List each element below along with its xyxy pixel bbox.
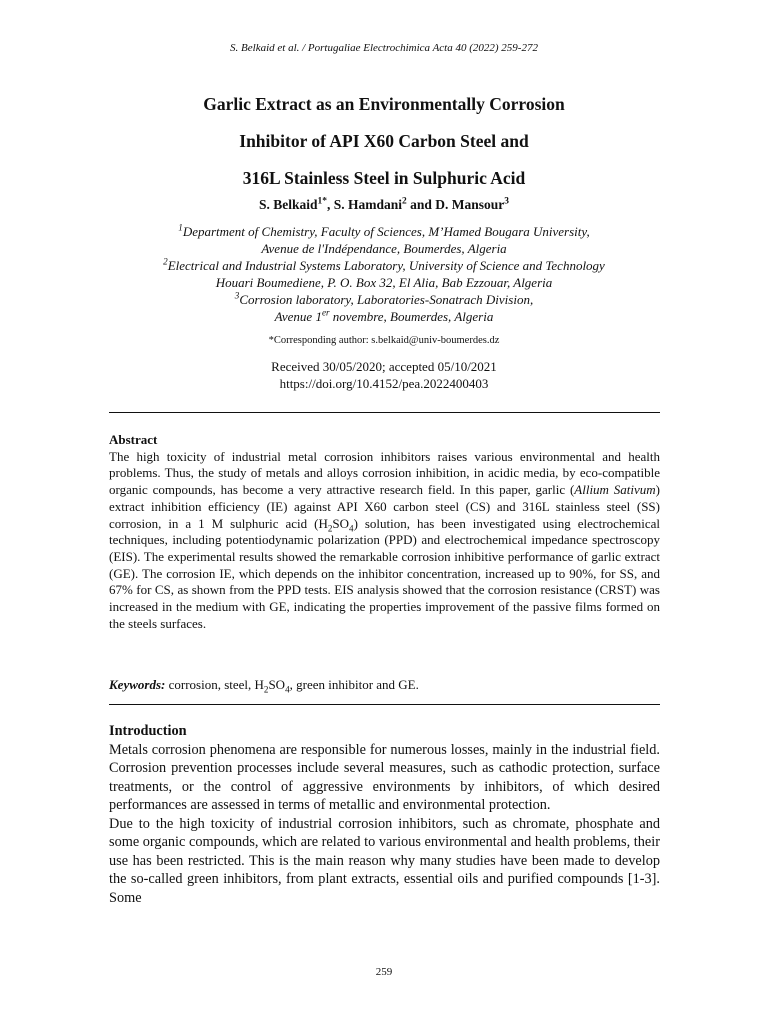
author-2: S. Hamdani	[333, 197, 402, 212]
author-separator: ,	[326, 197, 334, 212]
running-header: S. Belkaid et al. / Portugaliae Electrochimica Acta 40 (2022) 259-272	[230, 42, 538, 54]
keywords-label: Keywords:	[109, 677, 166, 692]
keywords	[109, 677, 660, 693]
author-1: S. Belkaid	[259, 197, 318, 212]
author-separator: and	[406, 197, 436, 212]
divider-top	[109, 412, 660, 413]
author-1-affil: 1*	[317, 196, 327, 207]
affiliation-marker: 3	[234, 290, 240, 301]
abstract-text	[109, 449, 660, 633]
affiliation-marker: 1	[178, 222, 183, 233]
affiliation-text: novembre, Boumerdes, Algeria	[329, 309, 494, 324]
dates-and-doi	[80, 358, 688, 392]
received-dates: Received 30/05/2020; accepted 05/10/2021	[271, 359, 497, 374]
title-line-3: 316L Stainless Steel in Sulphuric Acid	[242, 168, 526, 188]
page-number: 259	[375, 966, 393, 978]
author-2-affil: 2	[402, 196, 407, 207]
abstract-section	[109, 432, 660, 632]
introduction-section	[109, 722, 660, 907]
keywords-text: SO	[268, 677, 286, 692]
keywords-text: , green inhibitor and GE.	[289, 677, 419, 692]
affiliation-line: Avenue de l'Indépendance, Boumerdes, Algeria	[261, 241, 507, 256]
affiliation-1	[80, 223, 688, 240]
abstract-text-part: SO	[332, 515, 350, 531]
subscript: 4	[285, 684, 290, 695]
title-line-2: Inhibitor of API X60 Carbon Steel and	[239, 131, 529, 151]
subscript: 2	[327, 523, 333, 534]
affiliation-text: Avenue 1	[274, 309, 322, 324]
introduction-heading: Introduction	[109, 723, 187, 739]
abstract-text-part: ) solution, has been investigated using electrochemical techniques, including potentiodynamic polarization (PPD) and electrochemical impedance spectroscopy (EIS). The experimental results showed the remarkable corrosion inhibitive performance of garlic extract (GE). The corrosion IE, which depends on the inhibitor concentration, increased up to 90%, for SS, and 67% for CS, as shown from the PPD tests. EIS analysis showed that the corrosion resistance (CRST) was increased in the medium with GE, indicating the properties improvement of the passive films formed on the steels surfaces.	[109, 515, 660, 631]
divider-bottom	[109, 704, 660, 705]
affiliation-line	[80, 308, 688, 325]
abstract-text-part: ) extract inhibition efficiency (IE) against API X60 carbon steel (CS) and 316L stainless steel (SS) corrosion, in a 1 M sulphuric acid (H	[109, 482, 661, 531]
keywords-text: corrosion, steel, H	[165, 677, 264, 692]
subscript: 4	[349, 523, 354, 534]
introduction-paragraph-1: Metals corrosion phenomena are responsible for numerous losses, mainly in the industrial field. Corrosion prevention processes include several measures, such as cathodic protection, surface treatments, or the control of aggressive environments by inhibitors, of which desired performances are assessed in terms of metallic and environmental protection.	[109, 741, 660, 813]
affiliation-line: Houari Boumediene, P. O. Box 32, El Alia, Bab Ezzouar, Algeria	[215, 275, 553, 290]
species-name: Allium Sativum	[574, 482, 656, 498]
title-line-1: Garlic Extract as an Environmentally Corrosion	[203, 94, 565, 114]
paper-title	[80, 86, 688, 197]
affiliation-line: Department of Chemistry, Faculty of Sciences, M’Hamed Bougara University,	[182, 224, 590, 239]
ordinal-suffix: er	[321, 307, 330, 318]
author-3: D. Mansour	[435, 197, 505, 212]
corresponding-author: *Corresponding author: s.belkaid@univ-boumerdes.dz	[268, 335, 500, 346]
abstract-text-part: The high toxicity of industrial metal corrosion inhibitors raises various environmental and health problems. Thus, the study of metals and alloys corrosion inhibition, in acidic media, by eco-compatible organic compounds, has become a very attractive research field. In this paper, garlic (	[109, 448, 660, 498]
affiliations	[80, 223, 688, 325]
author-3-affil: 3	[504, 196, 509, 207]
author-list	[80, 197, 688, 213]
affiliation-line: Corrosion laboratory, Laboratories-Sonatrach Division,	[239, 292, 534, 307]
doi-link[interactable]: https://doi.org/10.4152/pea.2022400403	[279, 376, 489, 391]
subscript: 2	[263, 684, 269, 695]
affiliation-3	[80, 291, 688, 308]
affiliation-2	[80, 257, 688, 274]
introduction-paragraph-2: Due to the high toxicity of industrial corrosion inhibitors, such as chromate, phosphate and some organic compounds, which are related to various environmental and health problems, their use has been restricted. This is the main reason why many studies have been made to develop the so-called green inhibitors, from plant extracts, essential oils and purified compounds [1-3]. Some	[109, 815, 660, 906]
affiliation-marker: 2	[163, 256, 168, 267]
affiliation-line: Electrical and Industrial Systems Laboratory, University of Science and Technology	[167, 258, 605, 273]
abstract-heading: Abstract	[109, 432, 158, 447]
